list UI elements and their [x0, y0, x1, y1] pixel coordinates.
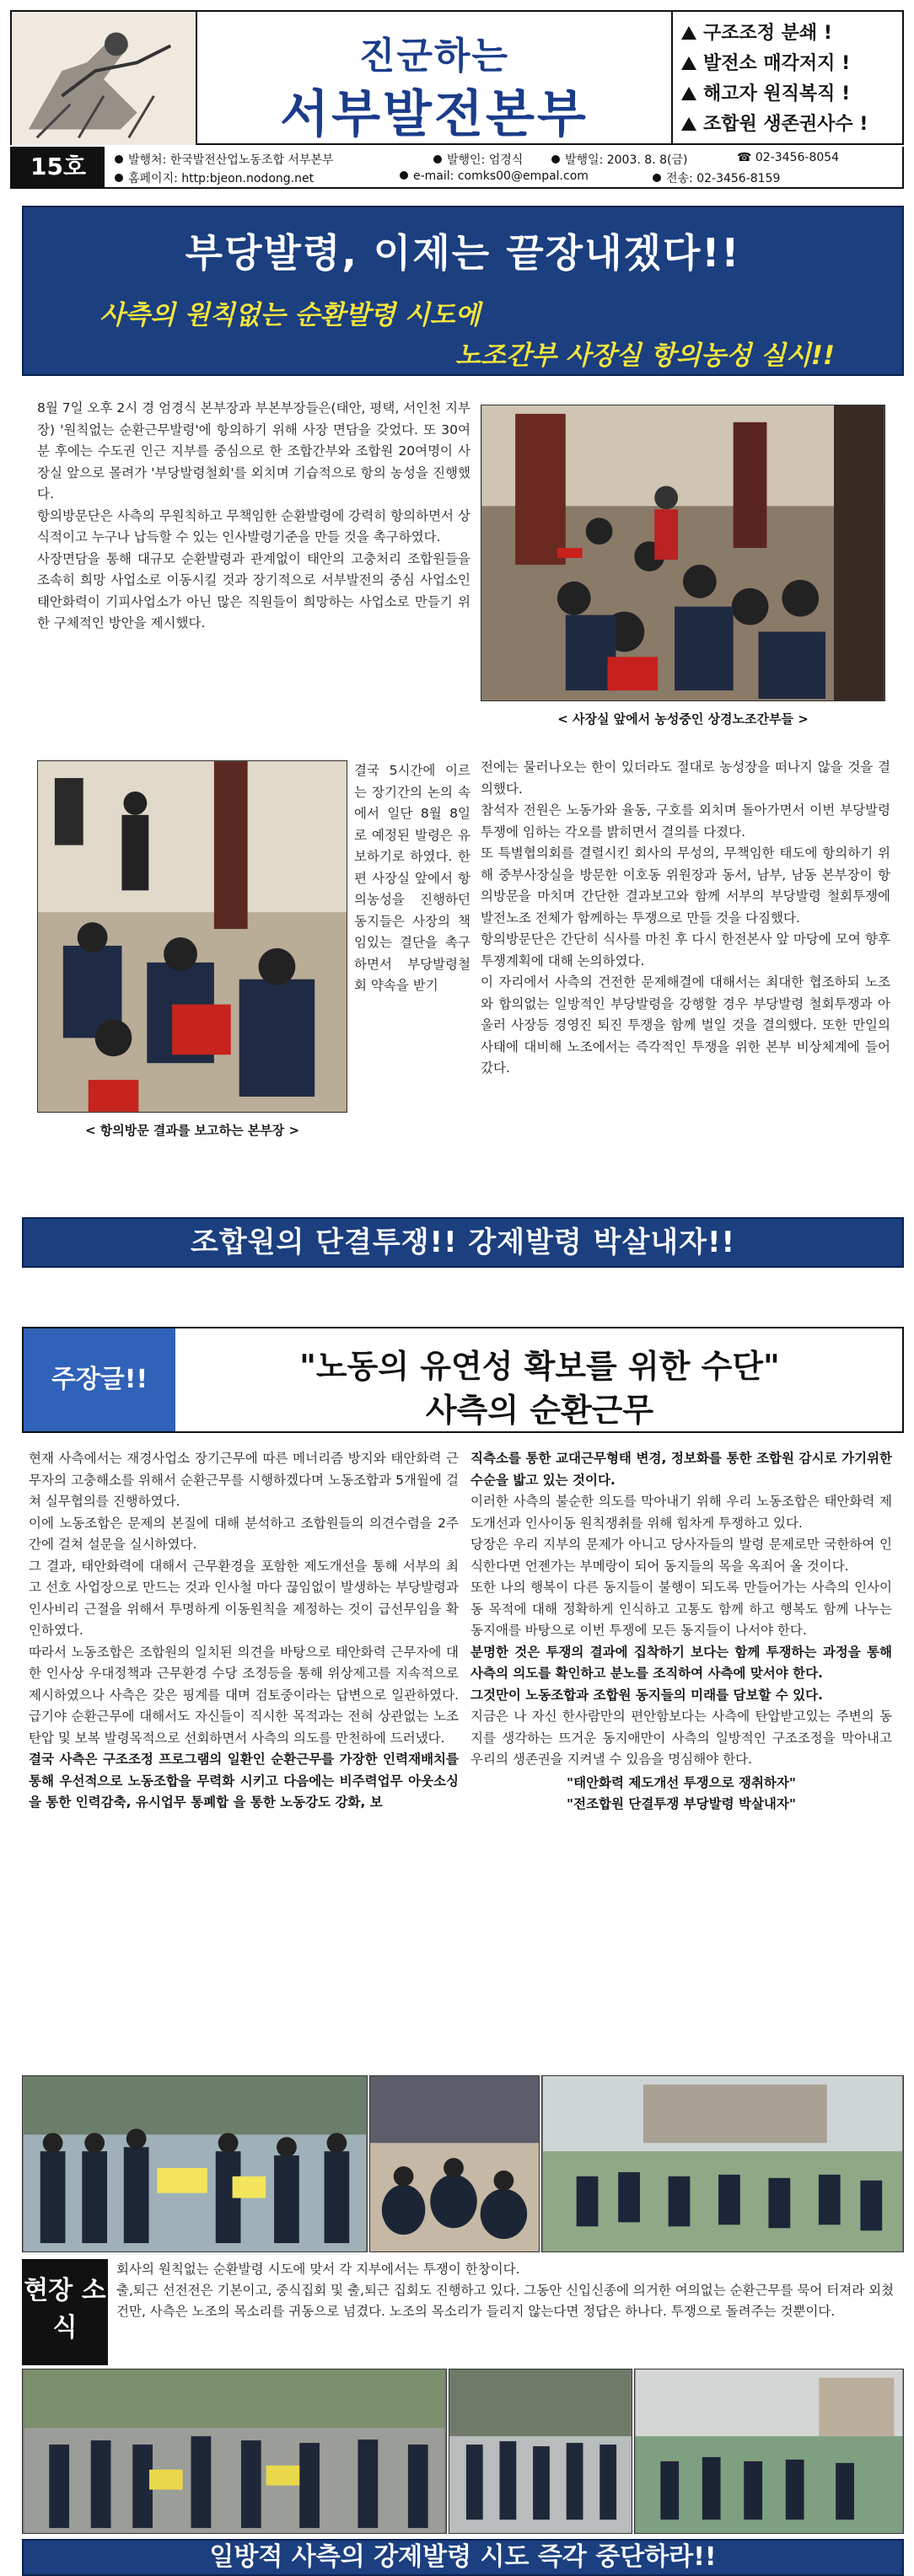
photo-caption-top: < 사장실 앞에서 농성중인 상경노조간부들 > — [557, 711, 809, 727]
masthead-logo — [12, 12, 197, 145]
phone-icon: ☎ — [737, 151, 755, 164]
editorial-header — [22, 1327, 904, 1433]
slogan-item: 구조조정 분쇄 ! — [681, 19, 895, 49]
photo-sit-in — [481, 405, 885, 701]
field-photo-4 — [22, 2369, 447, 2534]
masthead-main-title: 서부발전본부 — [280, 85, 589, 144]
slogan-item: 조합원 생존권사수 ! — [681, 110, 895, 140]
editorial-emphasis: 분명한 것은 투쟁의 결과에 집착하기 보다는 함께 투쟁하는 과정을 통해 사측의 의도를 확인하고 분노를 조직하여 사측에 맞서야 한다. 그것만이 노동조합과 조합원 동지들의 미래를 담보할 수 있다. — [470, 1644, 892, 1703]
headline-subtitle-1: 사측의 원칙없는 순환발령 시도에 — [99, 300, 481, 330]
slogan-item: 발전소 매각저지 ! — [681, 49, 895, 79]
photo-report — [37, 760, 347, 1113]
editorial-emphasis: 직측소를 통한 교대근무형태 변경, 정보화를 통한 조합원 감시로 가기위한 수순을 밟고 있는 것이다. — [470, 1451, 892, 1488]
triangle-icon — [681, 56, 696, 70]
field-news-label: 현장 소식 — [22, 2259, 108, 2365]
fax-info: 전송: 02-3456-8159 — [653, 169, 780, 186]
date-info: 발행일: 2003. 8. 8(금) — [551, 151, 687, 168]
meeting-photo-icon — [38, 761, 347, 1112]
headline-subtitle-2: 노조간부 사장실 항의농성 실시!! — [455, 341, 835, 371]
slogan-banner-2: 일방적 사측의 강제발령 시도 즉각 중단하라!! — [22, 2539, 904, 2576]
masthead-title — [199, 12, 669, 145]
field-photo-3 — [541, 2075, 904, 2252]
editorial-label: 주장글!! — [24, 1328, 175, 1431]
triangle-icon — [681, 26, 696, 40]
article-text-left-top: 8월 7일 오후 2시 경 엄경식 본부장과 부본부장들은(태안, 평택, 서인천 지부장) '원칙없는 순환근무발령'에 항의하기 위해 사장 면담을 갖었다. 또 30여분 후에는 수도권 인근 지부를 중심으로 한 조합간부와 조합원 20여명이 사장실 앞으로 몰려가 '부당발령철회'를 외치며 기습적으로 항의 농성을 진행했다. 항의방문단은 사측의 무원칙하고 무책임한 순환발령에 강력히 항의하면서 상식적이고 누구나 납득할 수 있는 인사발령기준을 만들 것을 촉구하였다. 사장면담을 통해 대규모 순환발령과 관계없이 태안의 고충처리 조합원들을 조속히 희망 사업소로 이동시킬 것과 장기적으로 서부발전의 중심 사업소인 태안화력이 기피사업소가 아닌 많은 직원들이 희망하는 사업소로 만들기 위한 구체적인 방안을 제시했다. — [37, 400, 471, 631]
headline-title: 부당발령, 이제는 끝장내겠다!! — [185, 230, 741, 276]
rally-photo-icon — [23, 2369, 446, 2533]
field-photo-1 — [22, 2075, 368, 2252]
editor-info: 발행인: 엄경식 — [433, 151, 523, 168]
info-bar — [10, 147, 904, 189]
editorial-quote: "태안화력 제도개선 투쟁으로 쟁취하자" — [567, 1774, 796, 1790]
publisher-info: 발행처: 한국발전산업노동조합 서부본부 — [115, 151, 334, 168]
slogan-item: 해고자 원직복직 ! — [681, 79, 895, 110]
email-link[interactable]: e-mail: comks00@empal.com — [400, 169, 589, 183]
editorial-emphasis: 결국 사측은 구조조정 프로그램의 일환인 순환근무를 가장한 인력재배치를 통해 우선적으로 노동조합을 무력화 시키고 다음에는 비주력업무 아웃소싱을 통한 인력감축, 유시업무 통폐합 을 통한 노동강도 강화, 보 — [29, 1752, 459, 1810]
headline-box — [22, 206, 904, 376]
rally-photo-icon — [449, 2369, 632, 2533]
rally-photo-icon — [542, 2076, 903, 2251]
editorial-quote: "전조합원 단결투쟁 부당발령 박살내자" — [567, 1796, 796, 1811]
rally-photo-icon — [635, 2369, 903, 2533]
editorial-paragraph: 이러한 사측의 불순한 의도를 막아내기 위해 우리 노동조합은 태안화력 제도개선과 인사이동 원칙쟁취를 위해 힘차게 투쟁하고 있다. 당장은 우리 지부의 문제가 아니고 당사자들의 발령 문제로만 국한하여 인식한다면 언젠가는 부메랑이 되어 동지들의 목을 옥죄어 올 것이다. 또한 나의 행복이 다른 동지들이 불행이 되도록 만들어가는 사측의 인사이동 목적에 대해 정확하게 인식하고 고통도 함께 하고 행복도 함께 나누는 동지애를 바탕으로 이번 투쟁에 모든 동지들이 나서야 한다. — [470, 1494, 892, 1638]
worker-illustration-icon — [12, 12, 196, 145]
editorial-title-line-2: 사측의 순환근무 — [425, 1392, 654, 1429]
field-photo-2 — [369, 2075, 540, 2252]
homepage-link[interactable]: 홈페이지: http:bjeon.nodong.net — [115, 169, 314, 186]
rally-photo-icon — [370, 2076, 539, 2251]
slogan-list — [671, 12, 904, 145]
article-text-right: 전에는 물러나오는 한이 있더라도 절대로 농성장을 떠나지 않을 것을 결의했다. 참석자 전원은 노동가와 율동, 구호를 외치며 돌아가면서 이번 부당발령 투쟁에 임하는 각오를 밝히면서 결의를 다졌다. 또 특별협의회를 결렬시킨 회사의 무성의, 무책임한 태도에 항의하기 위해 중부사장실을 방문한 이호동 위원장과 동서, 남부, 남동 본부장이 항의방문을 마치며 간단한 결과보고와 함께 서부의 부당발령 철회투쟁에 발전노조 전체가 함께하는 투쟁으로 만들 것을 다짐했다. 항의방문단은 간단히 식사를 마친 후 다시 한전본사 앞 마당에 모여 향후 투쟁계획에 대해 논의하였다. 이 자리에서 사측의 건전한 문제해결에 대해서는 최대한 협조하되 노조와 합의없는 일방적인 부당발령을 강행할 경우 부당발령 철회투쟁과 아울러 사장등 경영진 퇴진 투쟁을 함께 벌일 것을 결의했다. 또한 만일의 사태에 대비해 노조에서는 즉각적인 투쟁을 위한 본부 비상체계에 들어갔다. — [481, 759, 890, 1076]
masthead — [10, 10, 904, 145]
field-photo-6 — [634, 2369, 904, 2534]
editorial-paragraph: 현재 사측에서는 재경사업소 장기근무에 따른 메너리즘 방지와 태안화력 근무자의 고충해소를 위해서 순환근무를 시행하겠다며 노동조합과 5개월에 걸쳐 실무협의를 진행하였다. 이에 노동조합은 문제의 본질에 대해 분석하고 조합원들의 의견수렴을 2주간에 걸쳐 설문을 실시하였다. 그 결과, 태안화력에 대해서 근무환경을 포함한 제도개선을 통해 서부의 최고 선호 사업장으로 만드는 것과 인사철 마다 끊임없이 발생하는 부당발령과 인사비리 근절을 위해서 투명하게 이동원칙을 제정하는 것이 급선무임을 확인하였다. 따라서 노동조합은 조합원의 일치된 의견을 바탕으로 태안화력 근무자에 대한 인사상 우대정책과 근무환경 수당 조정등을 통해 위상제고를 지속적으로 제시하였으나 사측은 갖은 핑계를 대며 검토중이라는 답변으로 일관하였다. 급기야 순환근무에 대해서도 자신들이 직시한 목적과는 전혀 상관없는 노조탄압 및 보복 발령목적으로 선회하면서 사측의 의도를 만천하에 드러냈다. — [29, 1451, 459, 1746]
phone-info: ☎ 02-3456-8054 — [737, 151, 840, 164]
editorial-title-line-1: "노동의 유연성 확보를 위한 수단" — [299, 1348, 780, 1385]
protest-photo-icon — [481, 405, 884, 700]
slogan-banner-1: 조합원의 단결투쟁!! 강제발령 박살내자!! — [22, 1217, 904, 1268]
issue-number: 15호 — [12, 147, 105, 187]
triangle-icon — [681, 117, 696, 131]
editorial-paragraph: 지금은 나 자신 한사람만의 편안함보다는 사측에 탄압받고있는 주변의 동지를 생각하는 뜨거운 동지애만이 사측의 일방적인 구조조정을 막아내고 우리의 생존권을 지켜낼 수 있음을 명심해야 한다. — [470, 1709, 892, 1767]
field-news-text: 회사의 원칙없는 순환발령 시도에 맞서 각 지부에서는 투쟁이 한창이다. 출,퇴근 선전전은 기본이고, 중식집회 및 출,퇴근 집회도 진행하고 있다. 그동안 신입신종에 의거한 여의없는 순환근무를 묵어 터져라 외쳤건만, 사측은 노조의 목소리를 귀동으로 넘겼다. 노조의 목소리가 들리지 않는다면 정답은 하나다. 투쟁으로 돌려주는 것뿐이다. — [116, 2262, 895, 2319]
masthead-subtitle: 진군하는 — [358, 35, 509, 78]
article-text-narrow: 결국 5시간에 이르는 장기간의 논의 속에서 일단 8월 8일로 예정된 발령은 유보하기로 하였다. 한편 사장실 앞에서 항의농성을 진행하던 동지들은 사장의 책임있는 결단을 촉구하면서 부당발령철회 약속을 받기 — [354, 763, 470, 993]
rally-photo-icon — [23, 2076, 367, 2251]
photo-caption-left: < 항의방문 결과를 보고하는 본부장 > — [84, 1123, 300, 1138]
triangle-icon — [681, 87, 696, 100]
field-photo-5 — [449, 2369, 632, 2534]
